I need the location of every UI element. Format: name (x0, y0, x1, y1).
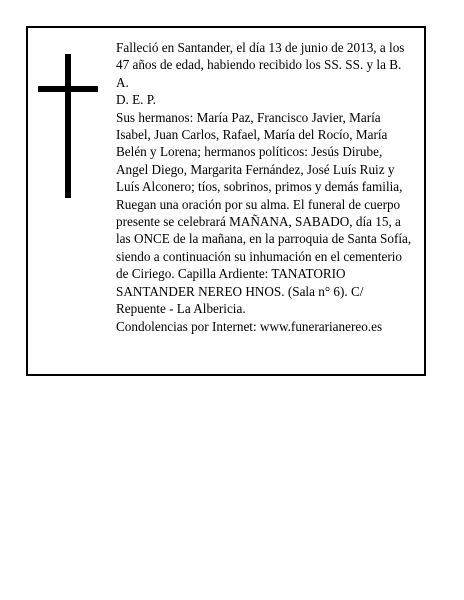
latin-cross-icon (38, 54, 100, 198)
cross-horizontal-beam (38, 86, 98, 92)
notice-text (116, 39, 416, 335)
notice-condolences: Condolencias por Internet: www.funerarianereo.es (116, 318, 383, 334)
notice-funeral: Ruegan una oración por su alma. El funeral de cuerpo presente se celebrará MAÑANA, SABADO, día 15, a las ONCE de la mañana, en la parroquia de Santa Sofía, siendo a continuación su inhumación en el cementerio de Ciriego. Capilla Ardiente: TANATORIO SANTANDER NEREO HNOS. (Sala n° 6). C/ Repuente - La Albericia. (116, 196, 412, 317)
notice-rip: D. E. P. (116, 92, 156, 108)
notice-family: Sus hermanos: María Paz, Francisco Javier, María Isabel, Juan Carlos, Rafael, María del Rocío, María Belén y Lorena; hermanos políticos: Jesús Dirube, Angel Diego, Margarita Fernández, José Luís Ruiz y Luís Alconero; tíos, sobrinos, primos y demás familia, (116, 109, 403, 195)
cross-vertical-beam (65, 54, 71, 198)
obituary-notice (26, 26, 426, 376)
notice-intro: Falleció en Santander, el día 13 de junio de 2013, a los 47 años de edad, habiendo recibido los SS. SS. y la B. A. (116, 40, 405, 90)
